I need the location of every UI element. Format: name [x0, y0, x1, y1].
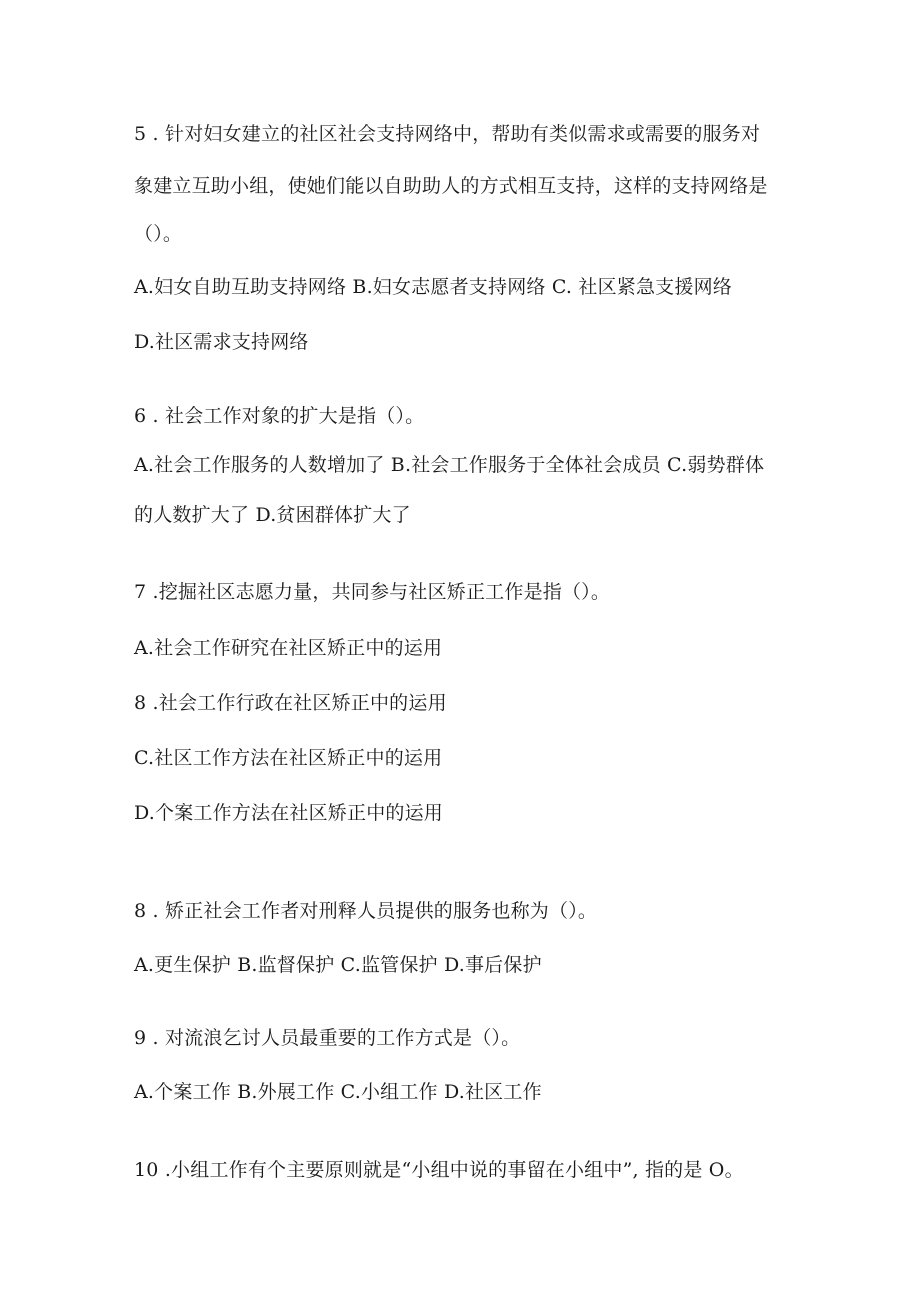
- q7-stem: 7 .挖掘社区志愿力量，共同参与社区矫正工作是指（）。: [134, 581, 611, 603]
- q10-stem: 10 .小组工作有个主要原则就是“小组中说的事留在小组中”, 指的是 O。: [134, 1159, 744, 1181]
- q5-stem-line-2: 象建立互助小组，使她们能以自助助人的方式相互支持，这样的支持网络是: [134, 175, 768, 197]
- q7-option-d: D.个案工作方法在社区矫正中的运用: [134, 802, 443, 824]
- q7-option-b: 8 .社会工作行政在社区矫正中的运用: [134, 692, 447, 714]
- q5-stem-line-3: （）。: [134, 223, 183, 245]
- q5-options-line-1: A.妇女自助互助支持网络 B.妇女志愿者支持网络 C. 社区紧急支援网络: [134, 276, 732, 298]
- q7-option-c: C.社区工作方法在社区矫正中的运用: [134, 747, 443, 769]
- q6-options-line-1: A.社会工作服务的人数增加了 B.社会工作服务于全体社会成员 C.弱势群体: [134, 454, 765, 476]
- q6-options-line-2: 的人数扩大了 D.贫困群体扩大了: [134, 504, 411, 526]
- q5-options-line-2: D.社区需求支持网络: [134, 331, 309, 353]
- q8-stem: 8 . 矫正社会工作者对刑释人员提供的服务也称为（）。: [134, 900, 598, 922]
- q8-options: A.更生保护 B.监督保护 C.监管保护 D.事后保护: [134, 954, 542, 976]
- q7-option-a: A.社会工作研究在社区矫正中的运用: [134, 637, 443, 659]
- q6-stem: 6 . 社会工作对象的扩大是指（）。: [134, 405, 425, 427]
- q5-stem-line-1: 5 . 针对妇女建立的社区社会支持网络中，帮助有类似需求或需要的服务对: [134, 123, 761, 145]
- q9-options: A.个案工作 B.外展工作 C.小组工作 D.社区工作: [134, 1081, 542, 1103]
- q9-stem: 9 . 对流浪乞讨人员最重要的工作方式是（）。: [134, 1027, 521, 1049]
